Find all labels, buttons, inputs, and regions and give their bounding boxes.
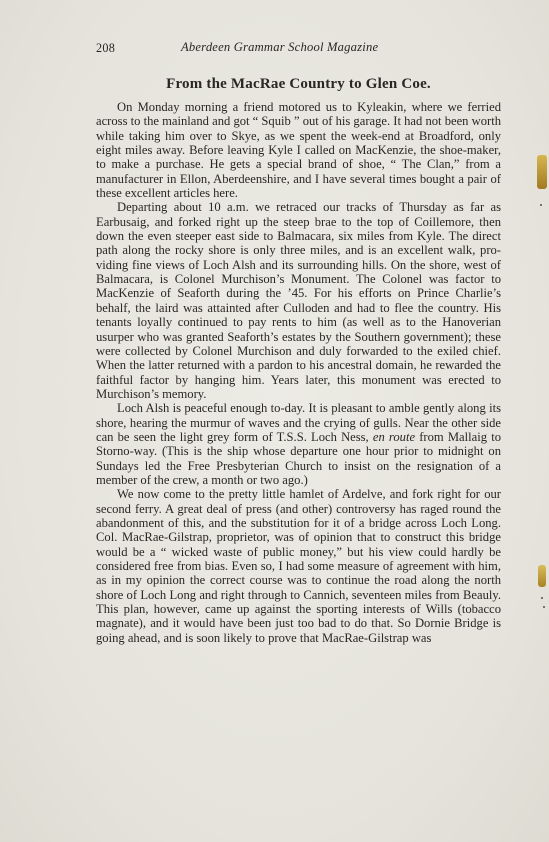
paragraph-1: On Monday morning a friend motored us to Kyleakin, where we ferried across to the mainland and got “ Squib ” out of his garage. It had not been worth while taking him over to Skye, as we spent the week-end at Broadford, only eight miles away. Before leaving Kyle I called on MacKenzie, the shoe-maker, to make a purchase. He gets a special brand of shoe, “ The Clan,” from a manufacturer in Ellon, Aberdeenshire, and I have several times bought a pair of these excellent articles here.	[96, 100, 501, 201]
paragraph-2: Departing about 10 a.m. we retraced our tracks of Thursday as far as Earbusaig, and forked right up the steep brae to the top of Coillemore, then down the even steeper east side to Balmacara, six miles from Kyle. The direct path along the rocky shore is only three miles, and is an excellent walk, pro-viding fine views of Loch Alsh and its surrounding hills. On the shore, west of Balmacara, is Colonel Murchison’s Monument. The Colonel was factor to MacKenzie of Seaforth during the ’45. For his efforts on Prince Charlie’s behalf, the laird was attainted after Culloden and had to flee the country. His tenants loyally continued to pay rents to him (as well as to the Hanoverian usurper who was granted Seaforth’s estates by the Southern government); these were collected by Colonel Murchison and duly forwarded to the exiled chief. When the latter returned with a pardon to his ancestral domain, he rewarded the faithful factor by hanging him. Years later, this monument was erected to Murchison’s memory.	[96, 200, 501, 401]
speck	[541, 597, 543, 599]
speck	[540, 204, 542, 206]
binding-stain	[538, 565, 546, 587]
page-number: 208	[96, 41, 116, 55]
paragraph-3-text-b: from Mallaig to Storno-way. (This is the ship whose departure one hour prior to midnight on Sundays led the Free Presbyterian Church to insist on the resignation of a member of the crew, a month or two ago.)	[96, 429, 501, 487]
paragraph-3-text-a: Loch Alsh is peaceful enough to-day. It is pleasant to amble gently along its shore, hearing the murmur of waves and the crying of gulls. Near the other side can be seen the light grey form of T.S.S. Loch Ness,	[96, 401, 501, 444]
paragraph-4: We now come to the pretty little hamlet of Ardelve, and fork right for our second ferry. A great deal of press (and other) controversy has raged round the abandonment of this, and the substitution for it of a bridge across Loch Long. Col. MacRae-Gilstrap, proprietor, was of opinion that to construct this bridge would be a “ wicked waste of public money,” but his view could hardly be considered free from bias. Even so, I had some measure of agreement with him, as in my opinion the correct course was to continue the road along the north shore of Loch Long and right through to Cannich, seventeen miles from Beauly. This plan, however, came up against the sporting interests of Wills (tobacco magnate), and it would have been just too bad to do that. So Dornie Bridge is going ahead, and is soon likely to prove that MacRae-Gilstrap was	[96, 487, 501, 645]
running-head: Aberdeen Grammar School Magazine	[181, 40, 379, 54]
binding-stain	[537, 155, 547, 189]
paragraph-3	[96, 401, 501, 487]
article-body	[96, 100, 501, 645]
page-header	[96, 41, 486, 59]
speck	[543, 606, 545, 608]
paragraph-3-italic: en route	[372, 429, 416, 444]
article-title: From the MacRae Country to Glen Coe.	[166, 76, 431, 92]
